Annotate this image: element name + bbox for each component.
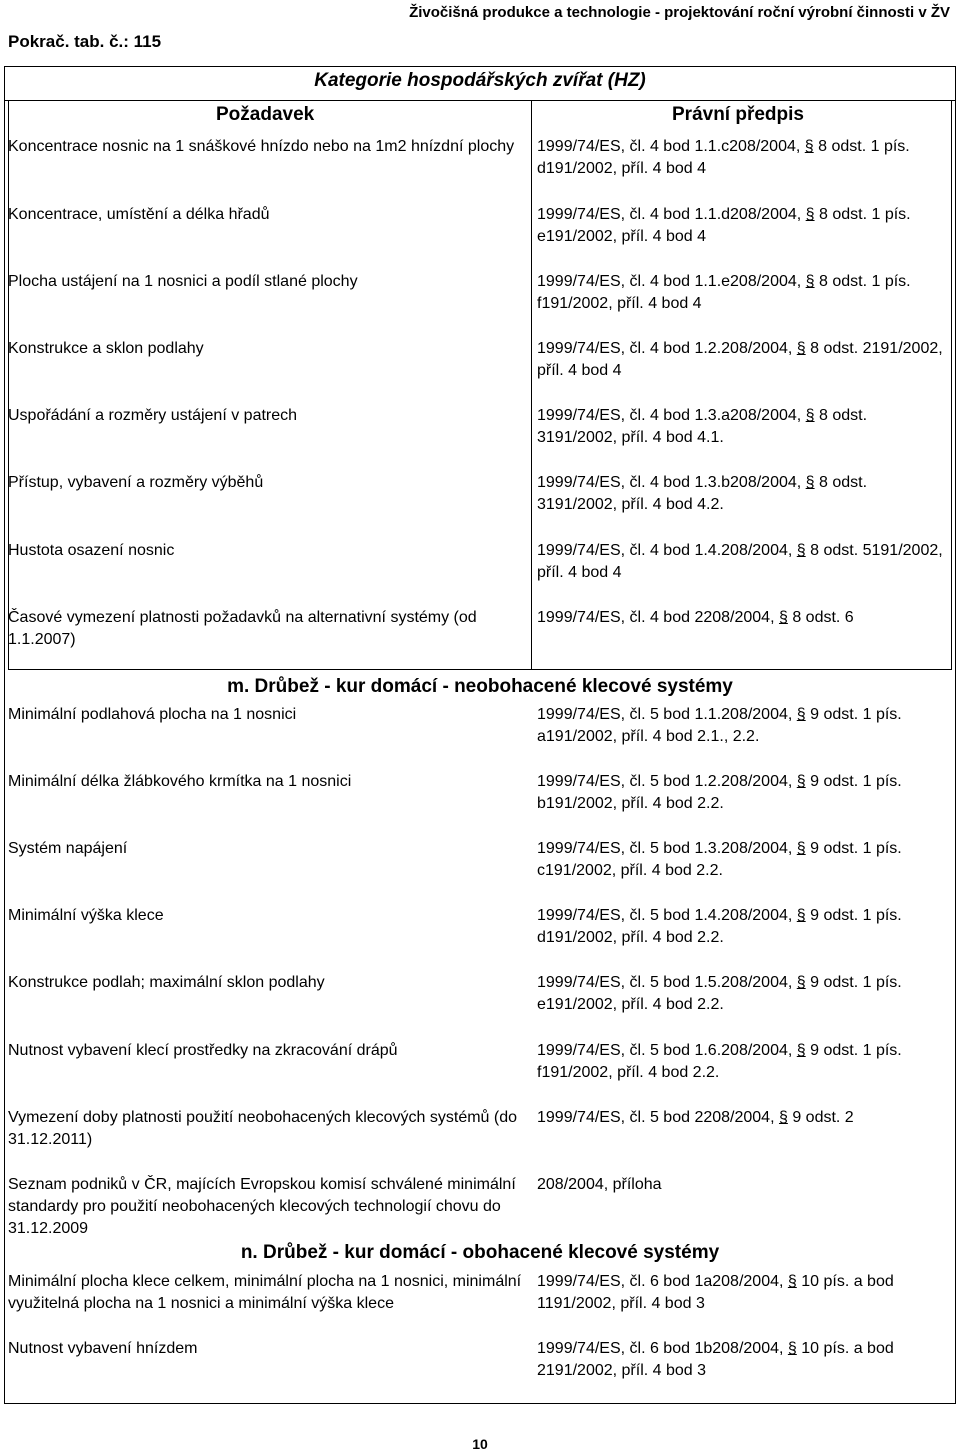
regulation-cell bbox=[537, 405, 947, 449]
regulation-cell bbox=[537, 338, 947, 382]
requirement-cell: Konstrukce podlah; maximální sklon podlahy bbox=[8, 974, 325, 991]
section-sign: § bbox=[805, 273, 815, 290]
regulation-cell bbox=[537, 704, 947, 748]
regulation-eu: 1999/74/ES, čl. 5 bod 1.1. bbox=[537, 706, 722, 723]
regulation-eu: 1999/74/ES, čl. 4 bod 1.1.d bbox=[537, 206, 731, 223]
regulation-cz: 208/2004, bbox=[721, 974, 797, 991]
section-sign: § bbox=[787, 1340, 797, 1357]
section-n-title: n. Drůbež - kur domácí - obohacené klecové systémy bbox=[240, 1242, 720, 1263]
requirement-cell: Minimální podlahová plocha na 1 nosnici bbox=[8, 706, 297, 723]
regulation-eu: 1999/74/ES, čl. 6 bod 1a bbox=[537, 1273, 713, 1290]
regulation-cz: 208/2004, bbox=[721, 542, 797, 559]
regulation-eu: 1999/74/ES, čl. 6 bod 1b bbox=[537, 1340, 713, 1357]
header-left: Pokrač. tab. č.: 115 bbox=[8, 32, 162, 51]
regulation-cz-detail: 8 odst. 6 bbox=[787, 609, 854, 626]
regulation-decree: 191/2002, příl. 4 bod 2.2. bbox=[545, 996, 724, 1013]
regulation-cz: 208/2004, bbox=[721, 340, 797, 357]
regulation-cell bbox=[537, 1174, 947, 1196]
section-sign: § bbox=[796, 706, 806, 723]
regulation-cell bbox=[537, 136, 947, 180]
regulation-cell bbox=[537, 771, 947, 815]
regulation-cz-detail: 8 odst. 2 bbox=[805, 340, 872, 357]
regulation-cell bbox=[537, 905, 947, 949]
regulation-cz-detail: 9 odst. 1 pís. c bbox=[537, 840, 902, 879]
section-sign: § bbox=[796, 1042, 806, 1059]
regulation-cz-detail: 10 pís. a bod 2 bbox=[537, 1340, 894, 1379]
regulation-cell bbox=[537, 1271, 947, 1315]
regulation-cz: 208/2004, bbox=[721, 840, 797, 857]
requirement-cell: Vymezení doby platnosti použití neobohacených klecových systémů (do 31.12.2011) bbox=[8, 1109, 518, 1148]
regulation-eu: 1999/74/ES, čl. 4 bod 1.3.a bbox=[537, 407, 731, 424]
requirement-cell: Nutnost vybavení hnízdem bbox=[8, 1340, 198, 1357]
column-header-requirement: Požadavek bbox=[216, 104, 315, 125]
regulation-cz: 208/2004, bbox=[712, 1273, 788, 1290]
section-sign: § bbox=[778, 1109, 788, 1126]
regulation-cell bbox=[537, 540, 947, 584]
regulation-eu: 1999/74/ES, čl. 4 bod 1.4. bbox=[537, 542, 722, 559]
requirement-cell: Systém napájení bbox=[8, 840, 128, 857]
regulation-decree: 191/2002, příl. 4 bod 2.1., 2.2. bbox=[545, 728, 760, 745]
requirement-cell: Přístup, vybavení a rozměry výběhů bbox=[8, 474, 264, 491]
section-sign: § bbox=[805, 474, 815, 491]
section-sign: § bbox=[796, 907, 806, 924]
regulation-decree: 191/2002, příl. 4 bod 2.2. bbox=[545, 929, 724, 946]
regulation-cz: 208/2004, bbox=[721, 1042, 797, 1059]
section-sign: § bbox=[796, 974, 806, 991]
regulation-eu: 1999/74/ES, čl. 5 bod 2 bbox=[537, 1109, 704, 1126]
section-sign: § bbox=[796, 542, 806, 559]
requirement-cell: Časové vymezení platnosti požadavků na alternativní systémy (od 1.1.2007) bbox=[8, 609, 477, 648]
regulation-decree: 191/2002, příl. 4 bod 4 bbox=[545, 160, 707, 177]
regulation-cz-detail: 10 pís. a bod 1 bbox=[537, 1273, 894, 1312]
regulation-cell bbox=[537, 1107, 947, 1129]
regulation-cz-detail: 8 odst. 1 pís. f bbox=[537, 273, 911, 312]
requirement-cell: Hustota osazení nosnic bbox=[8, 542, 175, 559]
regulation-eu: 1999/74/ES, čl. 4 bod 1.3.b bbox=[537, 474, 731, 491]
requirement-cell: Minimální výška klece bbox=[8, 907, 164, 924]
requirement-cell: Seznam podniků v ČR, majících Evropskou komisí schválené minimální standardy pro použití neobohacených klecových technologií chovu do 31.12.2009 bbox=[8, 1176, 516, 1237]
regulation-eu: 1999/74/ES, čl. 5 bod 1.2. bbox=[537, 773, 722, 790]
regulation-decree: 191/2002, příl. 4 bod 4.2. bbox=[545, 496, 724, 513]
regulation-eu: 1999/74/ES, čl. 4 bod 1.1.c bbox=[537, 138, 730, 155]
regulation-cz: 208/2004, bbox=[712, 1340, 788, 1357]
regulation-cz-detail: 9 odst. 1 pís. e bbox=[537, 974, 902, 1013]
regulation-eu: 1999/74/ES, čl. 4 bod 1.2. bbox=[537, 340, 722, 357]
regulation-cz-detail: 9 odst. 1 pís. b bbox=[537, 773, 902, 812]
requirement-cell: Konstrukce a sklon podlahy bbox=[8, 340, 204, 357]
regulation-cell bbox=[537, 1040, 947, 1084]
section-sign: § bbox=[787, 1273, 797, 1290]
regulation-cell bbox=[537, 607, 947, 629]
regulation-cz: 208/2004, bbox=[703, 609, 779, 626]
column-header-regulation: Právní předpis bbox=[672, 104, 804, 125]
regulation-cz-detail: 8 odst. 3 bbox=[537, 407, 868, 446]
regulation-cell bbox=[537, 838, 947, 882]
regulation-decree: 191/2002, příl. 4 bod 2.2. bbox=[545, 795, 724, 812]
regulation-cz-detail: 9 odst. 1 pís. f bbox=[537, 1042, 902, 1081]
regulation-eu: 1999/74/ES, čl. 5 bod 1.6. bbox=[537, 1042, 722, 1059]
regulation-cz: 208/2004, bbox=[730, 273, 806, 290]
requirement-cell: Nutnost vybavení klecí prostředky na zkracování drápů bbox=[8, 1042, 398, 1059]
header-right: Živočišná produkce a technologie - projektování roční výrobní činnosti v ŽV bbox=[409, 4, 950, 21]
section-sign: § bbox=[805, 407, 815, 424]
regulation-decree: 191/2002, příl. 4 bod 2.2. bbox=[545, 862, 723, 879]
regulation-decree: 191/2002, příl. 4 bod 4 bbox=[537, 542, 943, 581]
regulation-cell bbox=[537, 271, 947, 315]
regulation-cz-detail: 9 odst. 1 pís. d bbox=[537, 907, 902, 946]
regulation-cz-detail: 9 odst. 2 bbox=[787, 1109, 854, 1126]
regulation-cz: 208/2004, bbox=[730, 474, 806, 491]
section-sign: § bbox=[796, 773, 806, 790]
regulation-decree: 191/2002, příl. 4 bod 4 bbox=[537, 340, 943, 379]
regulation-eu: 1999/74/ES, čl. 4 bod 1.1.e bbox=[537, 273, 731, 290]
inner-table-box bbox=[8, 100, 952, 670]
regulation-eu: 1999/74/ES, čl. 5 bod 1.4. bbox=[537, 907, 722, 924]
requirement-cell: Minimální délka žlábkového krmítka na 1 nosnici bbox=[8, 773, 352, 790]
regulation-cz-detail: 8 odst. 5 bbox=[805, 542, 872, 559]
regulation-eu: 1999/74/ES, čl. 5 bod 1.3. bbox=[537, 840, 722, 857]
section-m-title: m. Drůbež - kur domácí - neobohacené klecové systémy bbox=[227, 676, 733, 697]
regulation-cz-detail: 8 odst. 1 pís. e bbox=[537, 206, 911, 245]
regulation-eu: 1999/74/ES, čl. 5 bod 1.5. bbox=[537, 974, 722, 991]
section-sign: § bbox=[778, 609, 788, 626]
regulation-cz: 208/2004, bbox=[703, 1109, 779, 1126]
requirement-cell: Minimální plocha klece celkem, minimální plocha na 1 nosnici, minimální využitelná plocha na 1 nosnici a minimální výška klece bbox=[8, 1273, 522, 1312]
regulation-decree: 191/2002, příl. 4 bod 4.1. bbox=[545, 429, 724, 446]
regulation-decree: 191/2002, příl. 4 bod 2.2. bbox=[541, 1064, 720, 1081]
regulation-decree: 191/2002, příl. 4 bod 3 bbox=[545, 1362, 707, 1379]
regulation-cz: 208/2004, bbox=[729, 138, 805, 155]
regulation-cz: 208/2004, bbox=[721, 907, 797, 924]
section-sign: § bbox=[804, 138, 814, 155]
regulation-cz: 208/2004, bbox=[730, 206, 806, 223]
regulation-cz: 208/2004, příloha bbox=[537, 1176, 662, 1193]
regulation-cz: 208/2004, bbox=[730, 407, 806, 424]
regulation-decree: 191/2002, příl. 4 bod 4 bbox=[541, 295, 702, 312]
regulation-cz: 208/2004, bbox=[721, 706, 797, 723]
regulation-cz-detail: 8 odst. 3 bbox=[537, 474, 868, 513]
regulation-cz-detail: 8 odst. 1 pís. d bbox=[537, 138, 910, 177]
column-divider bbox=[531, 100, 532, 670]
regulation-decree: 191/2002, příl. 4 bod 3 bbox=[544, 1295, 705, 1312]
regulation-cz-detail: 9 odst. 1 pís. a bbox=[537, 706, 902, 745]
regulation-cell bbox=[537, 972, 947, 1016]
requirement-cell: Plocha ustájení na 1 nosnici a podíl stlané plochy bbox=[8, 273, 358, 290]
regulation-cell bbox=[537, 1338, 947, 1382]
requirement-cell: Koncentrace, umístění a délka hřadů bbox=[8, 206, 270, 223]
regulation-eu: 1999/74/ES, čl. 4 bod 2 bbox=[537, 609, 704, 626]
regulation-cz: 208/2004, bbox=[721, 773, 797, 790]
regulation-cell bbox=[537, 472, 947, 516]
requirement-cell: Uspořádání a rozměry ustájení v patrech bbox=[8, 407, 298, 424]
regulation-cell bbox=[537, 204, 947, 248]
section-sign: § bbox=[796, 840, 806, 857]
page-number: 10 bbox=[472, 1436, 488, 1452]
regulation-decree: 191/2002, příl. 4 bod 4 bbox=[545, 228, 707, 245]
section-sign: § bbox=[805, 206, 815, 223]
section-sign: § bbox=[796, 340, 806, 357]
requirement-cell: Koncentrace nosnic na 1 snáškové hnízdo nebo na 1m2 hnízdní plochy bbox=[8, 138, 515, 155]
category-title: Kategorie hospodářských zvířat (HZ) bbox=[314, 70, 646, 91]
